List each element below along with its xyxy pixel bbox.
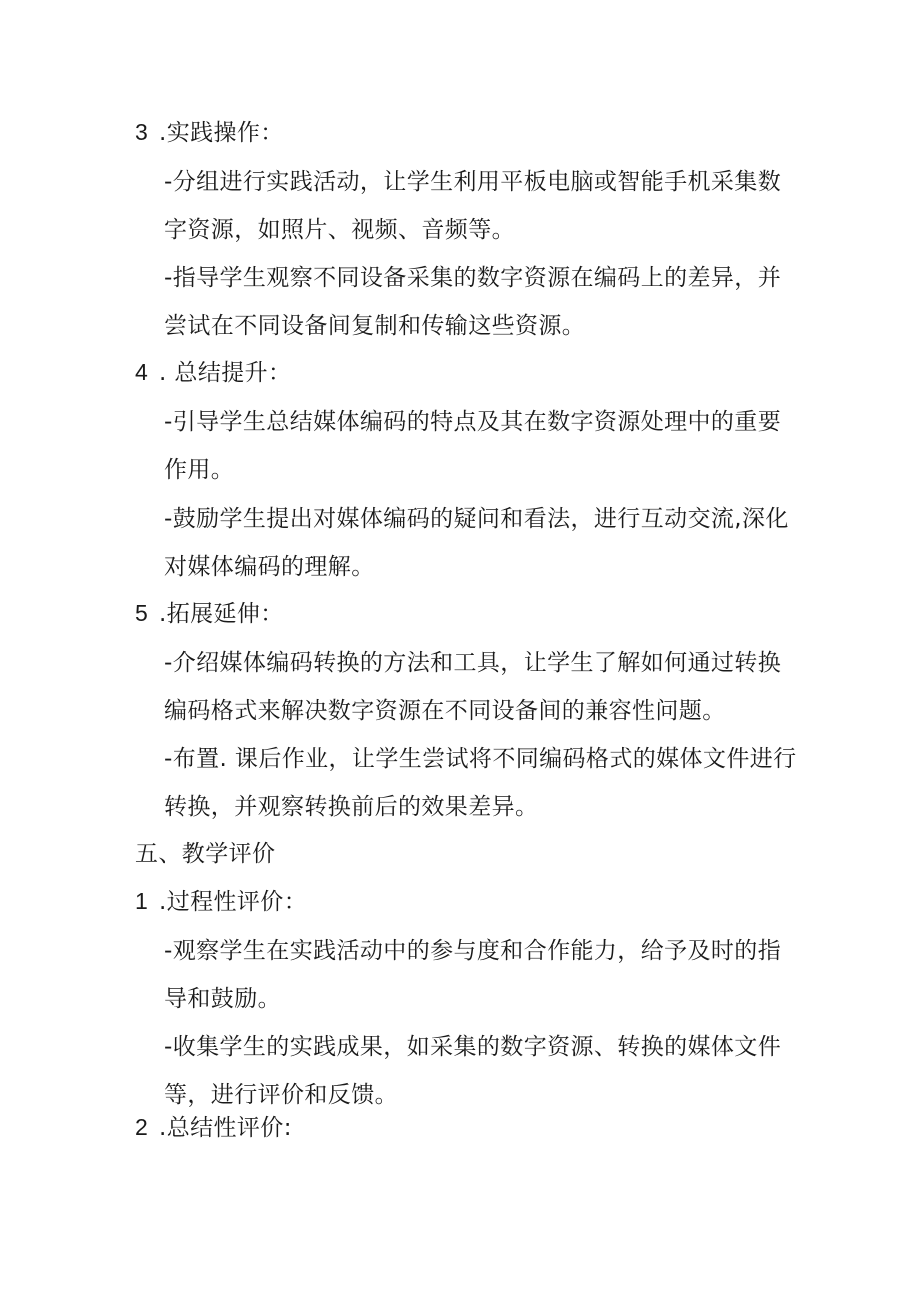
heading-summary xyxy=(135,357,795,388)
paragraph-encourage-questions: -鼓励学生提出对媒体编码的疑问和看法，进行互动交流,深化对媒体编码的理解。 xyxy=(164,506,789,580)
heading-number: 2 xyxy=(135,1114,149,1140)
heading-text: .拓展延伸： xyxy=(159,601,284,627)
heading-extension xyxy=(135,598,795,629)
paragraph-conversion-methods: -介绍媒体编码转换的方法和工具，让学生了解如何通过转换编码格式来解决数字资源在不同设备间的兼容性问题。 xyxy=(164,650,782,724)
heading-number: 5 xyxy=(135,600,149,626)
heading-text: .过程性评价： xyxy=(159,889,308,915)
paragraph-collect-results: -收集学生的实践成果，如采集的数字资源、转换的媒体文件等，进行评价和反馈。 xyxy=(164,1034,782,1108)
section-title-evaluation: 五、教学评价 xyxy=(135,841,276,867)
paragraph-observe-participation: -观察学生在实践活动中的参与度和合作能力，给予及时的指导和鼓励。 xyxy=(164,938,782,1012)
heading-text: . 总结提升： xyxy=(159,360,292,386)
heading-summative-evaluation xyxy=(135,1112,795,1143)
paragraph-group-activity: -分组进行实践活动，让学生利用平板电脑或智能手机采集数字资源，如照片、视频、音频等。 xyxy=(164,169,782,243)
paragraph-observe-encoding: -指导学生观察不同设备采集的数字资源在编码上的差异，并尝试在不同设备间复制和传输这些资源。 xyxy=(164,265,782,339)
heading-number: 1 xyxy=(135,888,149,914)
paragraph-summarize-features: -引导学生总结媒体编码的特点及其在数字资源处理中的重要作用。 xyxy=(164,409,782,483)
heading-process-evaluation xyxy=(135,886,795,917)
paragraph-homework: -布置. 课后作业，让学生尝试将不同编码格式的媒体文件进行转换，并观察转换前后的效果差异。 xyxy=(164,746,797,820)
heading-text: .实践操作： xyxy=(159,120,284,146)
heading-number: 4 xyxy=(135,359,149,385)
heading-text: .总结性评价: xyxy=(159,1115,292,1141)
heading-number: 3 xyxy=(135,119,149,145)
heading-practice xyxy=(135,117,795,148)
